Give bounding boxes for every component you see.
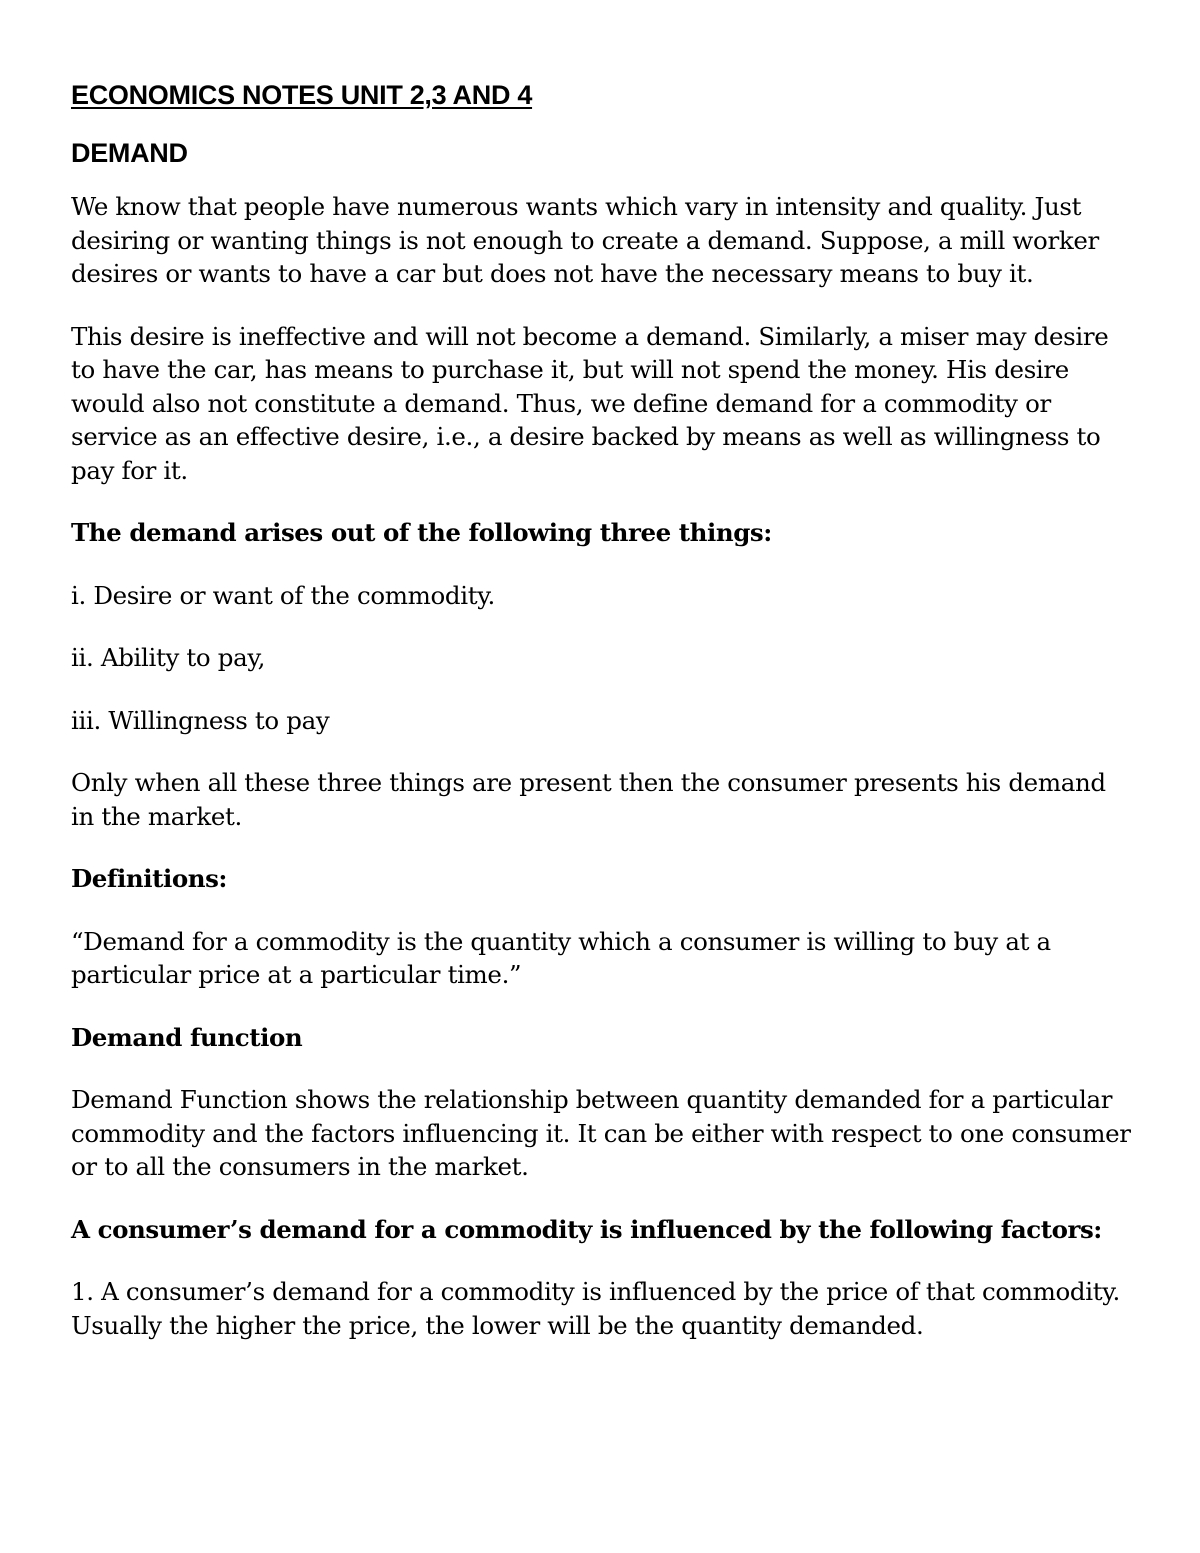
document-content bbox=[71, 78, 1131, 1371]
list-item: ii. Ability to pay, bbox=[71, 643, 266, 672]
three-things-conclusion: Only when all these three things are present then the consumer presents his demand in the market. bbox=[71, 768, 1106, 831]
list-item: iii. Willingness to pay bbox=[71, 705, 330, 735]
definition-text: “Demand for a commodity is the quantity which a consumer is willing to buy at a particular price at a particular time.” bbox=[71, 926, 1051, 989]
section-heading-demand: DEMAND bbox=[71, 138, 188, 168]
demand-function-heading: Demand function bbox=[71, 1022, 303, 1052]
intro-paragraph-2: This desire is ineffective and will not become a demand. Similarly, a miser may desire to have the car, has means to purchase it, but will not spend the money. His desire would also not constitute a demand. Thus, we define demand for a commodity or service as an effective desire, i.e., a desire backed by means as well as willingness to pay for it. bbox=[71, 321, 1109, 485]
intro-paragraph-1: We know that people have numerous wants which vary in intensity and quality. Just desiring or wanting things is not enough to create a demand. Suppose, a mill worker desires or wants to have a car but does not have the necessary means to buy it. bbox=[71, 192, 1099, 288]
factors-heading: A consumer’s demand for a commodity is influenced by the following factors: bbox=[71, 1214, 1102, 1244]
definitions-heading: Definitions: bbox=[71, 864, 228, 893]
factor-item: 1. A consumer’s demand for a commodity is influenced by the price of that commodity. Usually the higher the price, the lower will be the quantity demanded. bbox=[71, 1277, 1120, 1340]
document-title: ECONOMICS NOTES UNIT 2,3 AND 4 bbox=[71, 80, 533, 110]
demand-function-text: Demand Function shows the relationship between quantity demanded for a particular commodity and the factors influencing it. It can be either with respect to one consumer or to all the consumers in the market. bbox=[71, 1085, 1131, 1181]
list-item: i. Desire or want of the commodity. bbox=[71, 580, 495, 610]
three-things-heading: The demand arises out of the following three things: bbox=[71, 518, 772, 547]
